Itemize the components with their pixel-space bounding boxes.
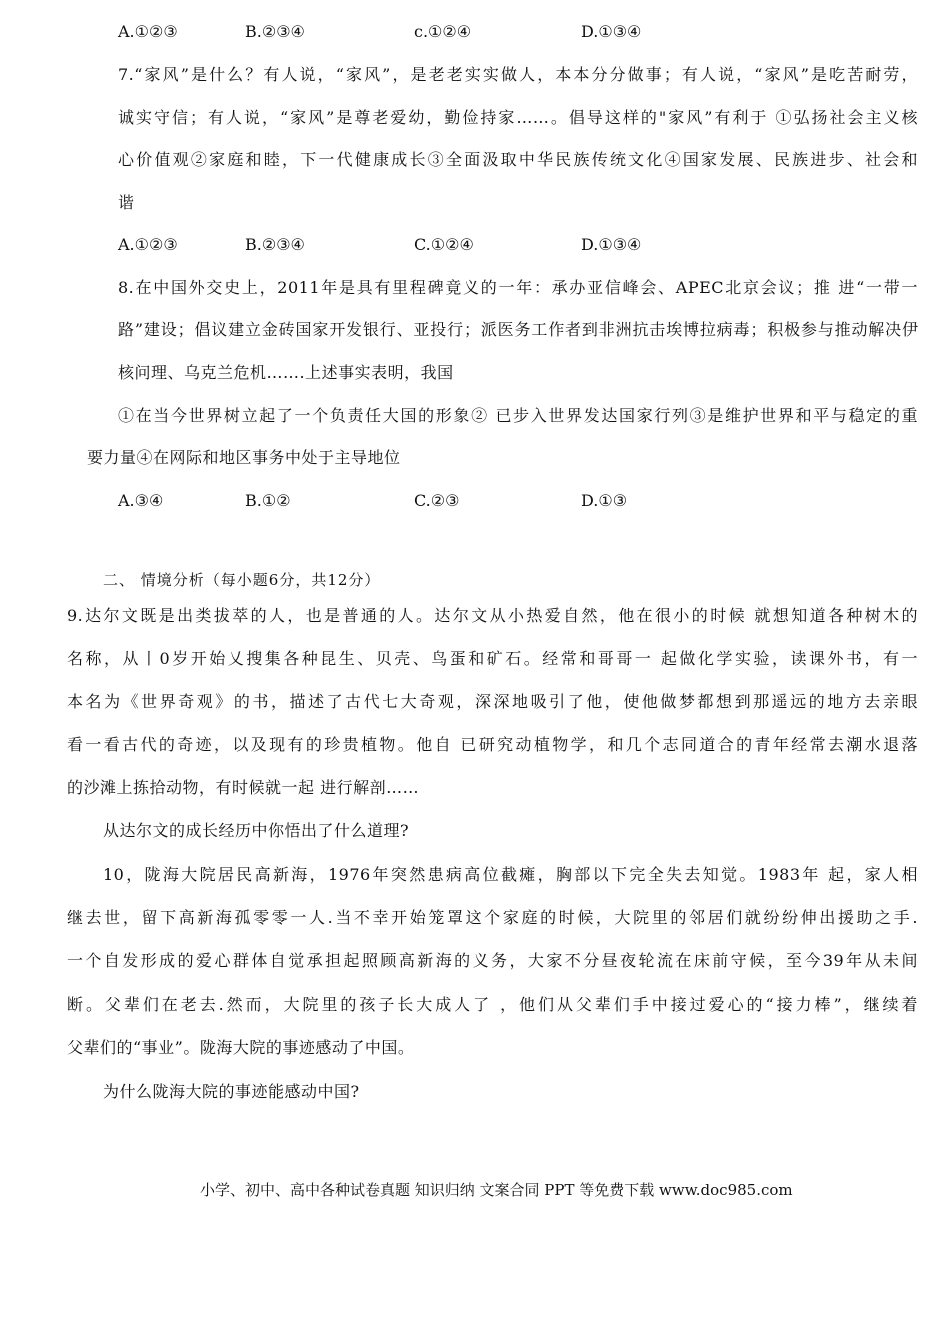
q8-option-b: B.①② <box>245 491 291 510</box>
q10-line-3: 一个自发形成的爱心群体自觉承担起照顾高新海的义务，大家不分昼夜轮流在床前守候，至今39年从未间 <box>67 951 918 970</box>
q8-option-d: D.①③ <box>581 491 628 510</box>
q9-line-4: 看一看古代的奇迹，以及现有的珍贵植物。他自 已研究动植物学，和几个志同道合的青年经常去潮水退落 <box>67 735 918 754</box>
section-heading: 二、 情境分析（每小题6分，共12分） <box>103 571 381 589</box>
footer-text: 小学、初中、高中各种试卷真题 知识归纳 文案合同 PPT 等免费下载 www.doc985.com <box>200 1181 793 1199</box>
q8-line-1: 8.在中国外交史上，2011年是具有里程碑竟义的一年：承办亚信峰会、APEC北京会议；推 进“一带一 <box>118 278 918 297</box>
q9-line-3: 本名为《世界奇观》的书，描述了古代七大奇观，深深地吸引了他，使他做梦都想到那遥远的地方去亲眼 <box>67 692 918 711</box>
q10-line-2: 继去世，留下高新海孤零零一人.当不幸开始笼罩这个家庭的时候，大院里的邻居们就纷纷伸出援助之手. <box>67 908 918 927</box>
q6-option-d: D.①③④ <box>581 22 642 41</box>
q7-option-c: C.①②④ <box>414 235 474 254</box>
q6-option-c: c.①②④ <box>414 22 472 41</box>
q8-option-a: A.③④ <box>118 491 164 510</box>
q6-option-a: A.①②③ <box>118 22 178 41</box>
q7-line-4: 谐 <box>118 193 135 212</box>
q8-line-2: 路”建设；倡议建立金砖国家开发银行、亚投行；派医务工作者到非洲抗击埃博拉病毒；积极参与推动解决伊 <box>118 320 918 339</box>
q9-question: 从达尔文的成长经历中你悟出了什么道理? <box>103 821 410 840</box>
q10-question: 为什么陇海大院的事迹能感动中国? <box>103 1082 360 1101</box>
q8-line-5: 要力量④在网际和地区事务中处于主导地位 <box>87 448 401 467</box>
q9-line-5: 的沙滩上拣拾动物，有时候就一起 进行解剖…… <box>67 778 420 797</box>
q9-line-1: 9.达尔文既是出类拔萃的人，也是普通的人。达尔文从小热爱自然，他在很小的时候 就想知道各种树木的 <box>67 606 918 625</box>
q8-line-3: 核问理、乌克兰危机…….上述事实表明，我国 <box>118 363 454 382</box>
q7-line-3: 心价值观②家庭和睦，下一代健康成长③全面汲取中华民族传统文化④国家发展、民族进步、社会和 <box>118 150 918 169</box>
q7-option-a: A.①②③ <box>118 235 178 254</box>
q8-line-4: ①在当今世界树立起了一个负责任大国的形象② 已步入世界发达国家行列③是维护世界和平与稳定的重 <box>118 406 918 425</box>
q10-line-5: 父辈们的“事业”。陇海大院的事迹感动了中国。 <box>67 1038 415 1057</box>
q10-line-1: 10，陇海大院居民高新海，1976年突然患病高位截瘫，胸部以下完全失去知觉。1983年 起，家人相 <box>103 865 918 884</box>
q6-option-b: B.②③④ <box>245 22 305 41</box>
q7-option-b: B.②③④ <box>245 235 305 254</box>
q8-option-c: C.②③ <box>414 491 460 510</box>
q7-line-2: 诚实守信；有人说，“家风”是尊老爱幼，勤俭持家……。倡导这样的"家风”有利于 ①弘扬社会主义核 <box>118 108 918 127</box>
q7-option-d: D.①③④ <box>581 235 642 254</box>
q9-line-2: 名称，从丨0岁开始乂搜集各种昆生、贝壳、鸟蛋和矿石。经常和哥哥一 起做化学实验，读课外书，有一 <box>67 649 918 668</box>
q7-line-1: 7.“家风”是什么？有人说，“家风”，是老老实实做人，本本分分做事；有人说，“家风”是吃苦耐劳， <box>118 65 918 84</box>
q10-line-4: 断。父辈们在老去.然而，大院里的孩子长大成人了 ，他们从父辈们手中接过爱心的“接力棒”，继续着 <box>67 995 918 1014</box>
